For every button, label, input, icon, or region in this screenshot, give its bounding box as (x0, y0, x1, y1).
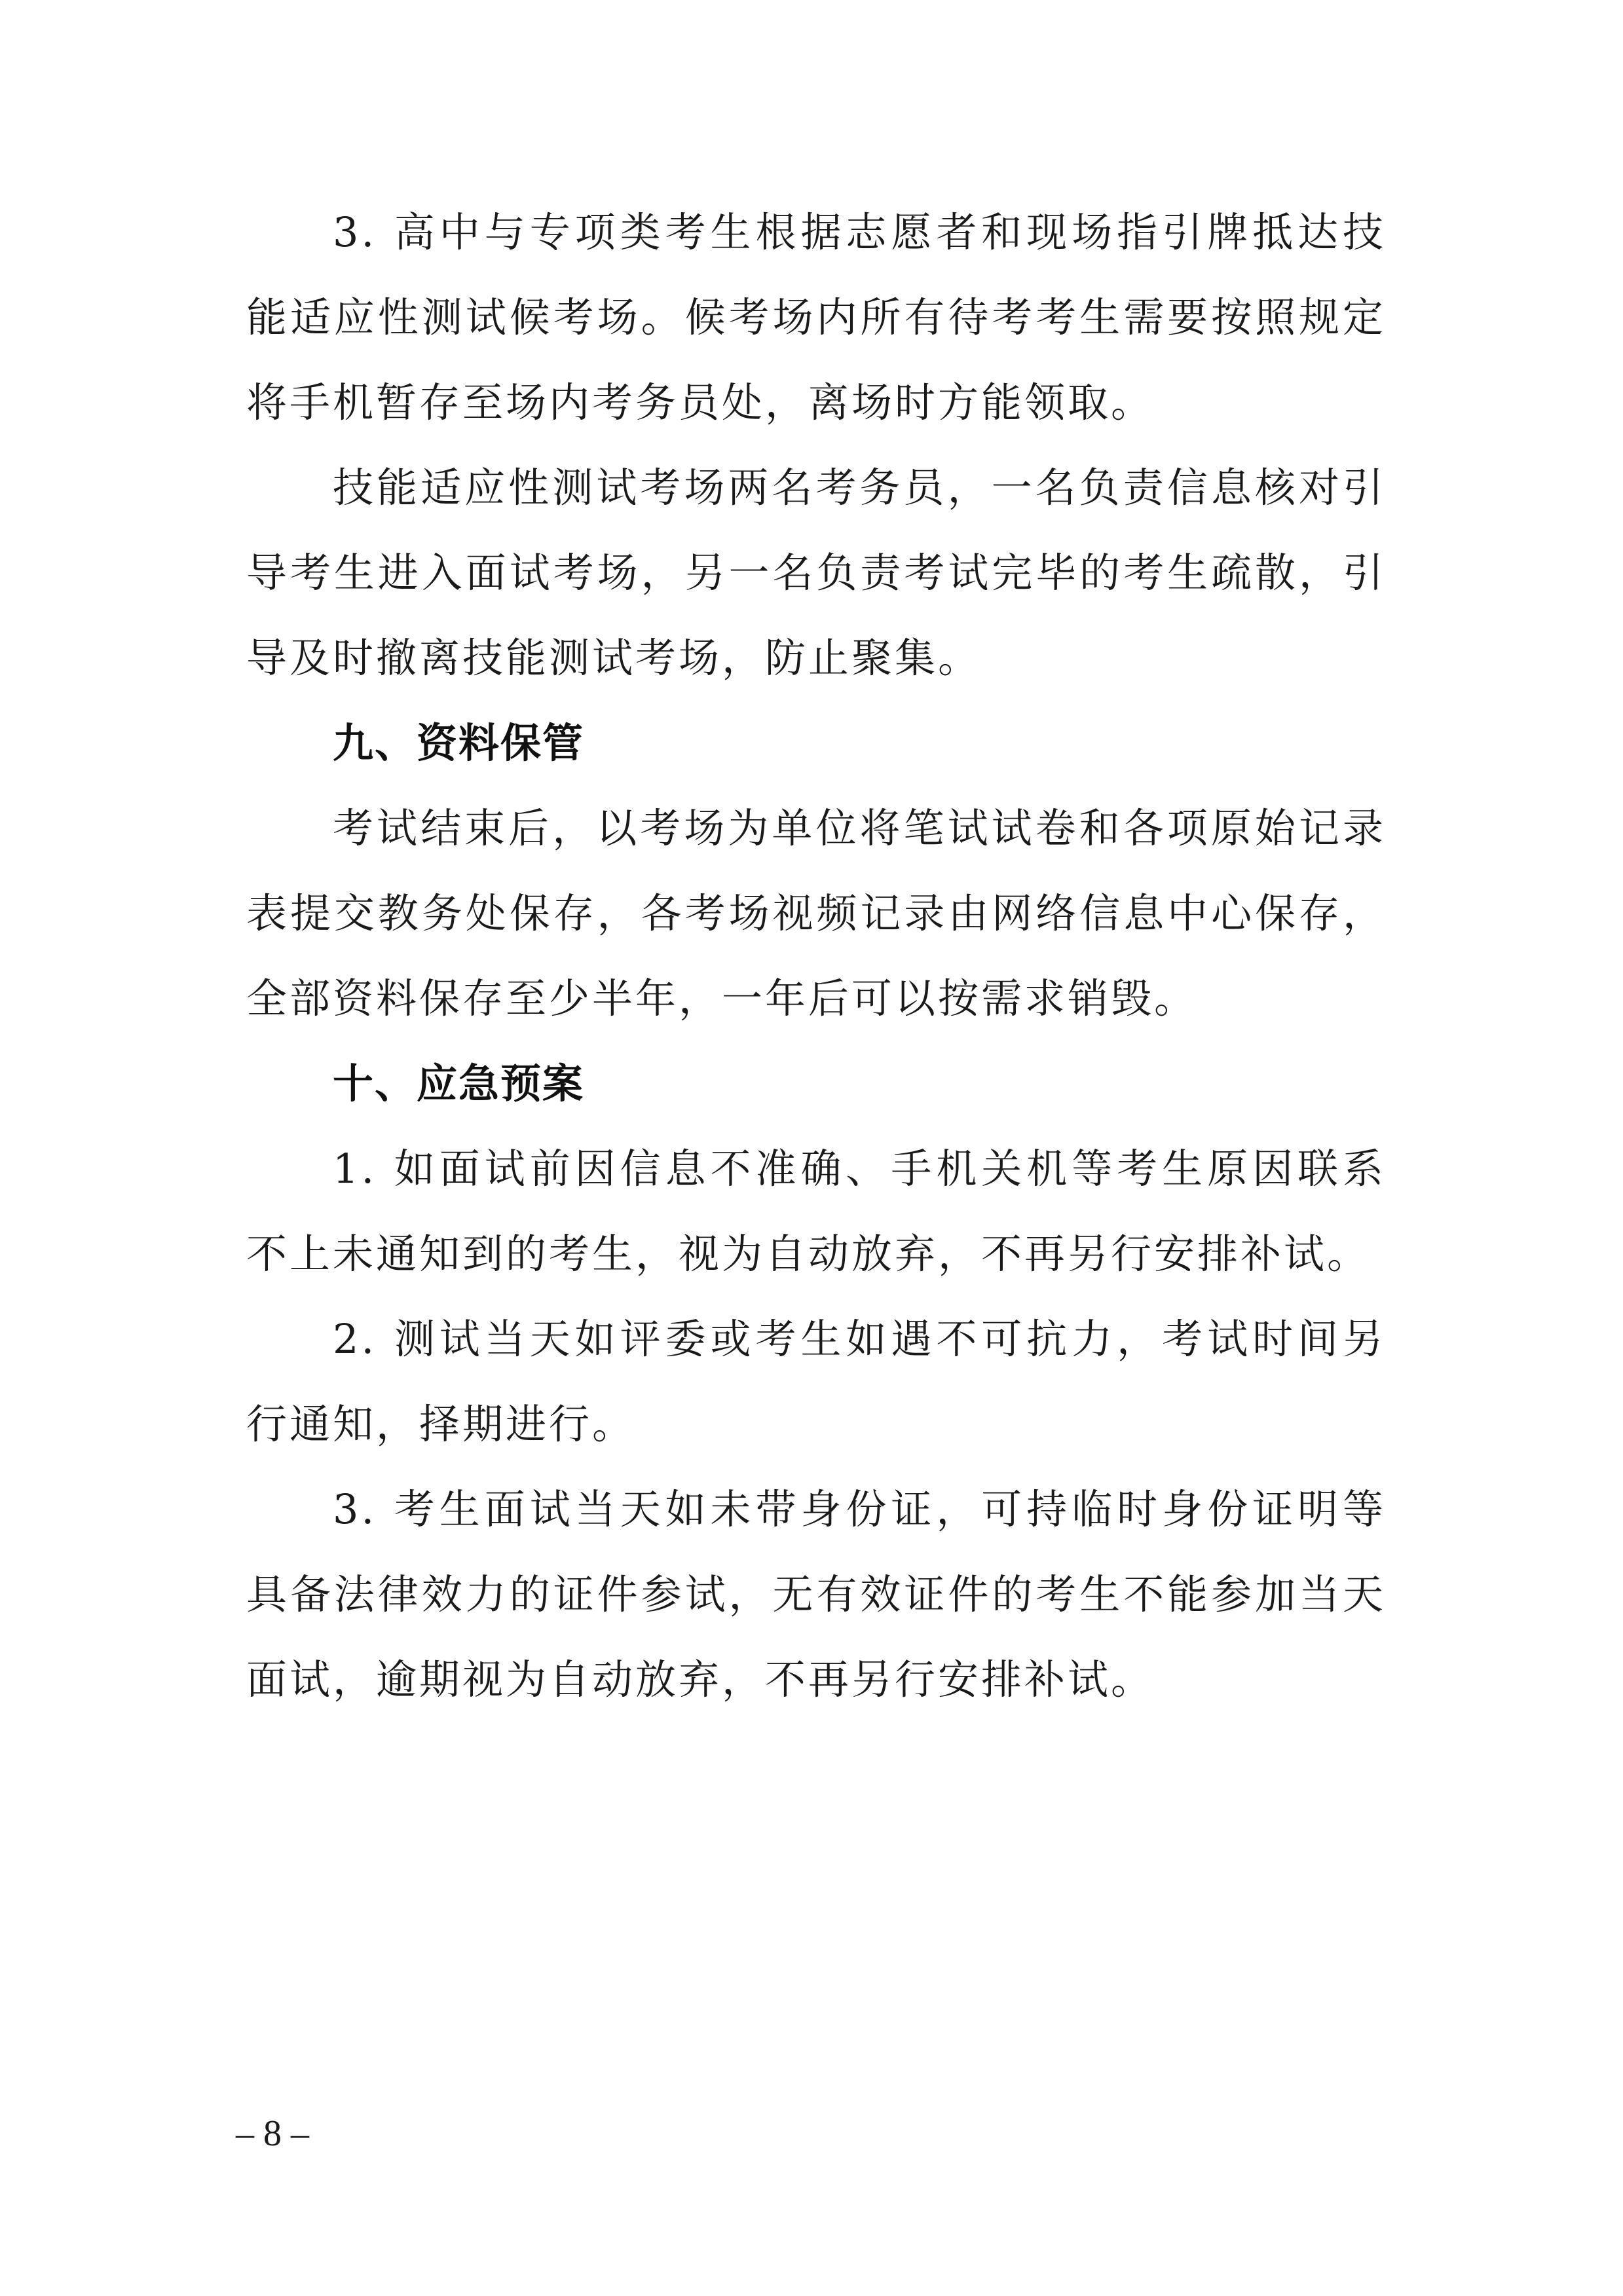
document-body (246, 190, 1386, 1722)
paragraph-arrival-instructions: 3. 高中与专项类考生根据志愿者和现场指引牌抵达技能适应性测试候考场。候考场内所有待考考生需要按照规定将手机暂存至场内考务员处，离场时方能领取。 (246, 208, 1386, 426)
page-number: – 8 – (236, 2113, 309, 2154)
paragraph-exam-staff: 技能适应性测试考场两名考务员，一名负责信息核对引导考生进入面试考场，另一名负责考试完毕的考生疏散，引导及时撤离技能测试考场，防止聚集。 (246, 464, 1386, 682)
paragraph-emergency-item-3: 3. 考生面试当天如未带身份证，可持临时身份证明等具备法律效力的证件参试，无有效证件的考生不能参加当天面试，逾期视为自动放弃，不再另行安排补试。 (246, 1485, 1386, 1703)
paragraph-emergency-item-1: 1. 如面试前因信息不准确、手机关机等考生原因联系不上未通知到的考生，视为自动放弃，不再另行安排补试。 (246, 1145, 1386, 1278)
paragraph-emergency-item-2: 2. 测试当天如评委或考生如遇不可抗力，考试时间另行通知，择期进行。 (246, 1315, 1386, 1448)
section-heading-emergency-plan: 十、应急预案 (333, 1060, 585, 1107)
paragraph-materials-custody: 考试结束后，以考场为单位将笔试试卷和各项原始记录表提交教务处保存，各考场视频记录由网络信息中心保存，全部资料保存至少半年，一年后可以按需求销毁。 (246, 804, 1386, 1022)
section-heading-materials-custody: 九、资料保管 (333, 719, 585, 767)
